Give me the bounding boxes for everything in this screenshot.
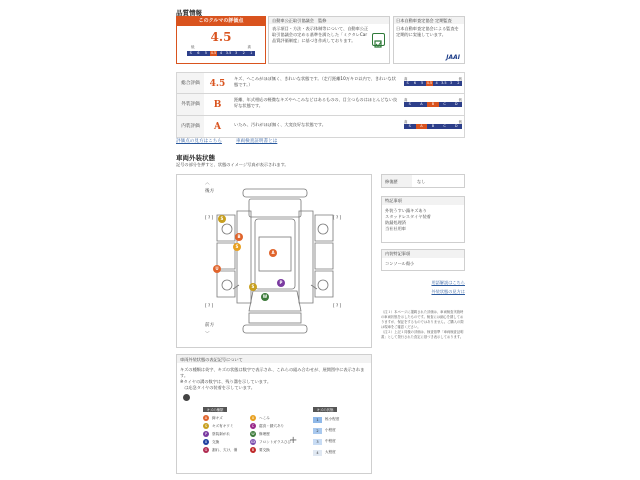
legend-state-swatch: 1 <box>313 417 322 423</box>
states-title: キズの状態 <box>313 407 337 412</box>
legend-kind-dot-icon: S <box>204 424 208 428</box>
rating-row-interior <box>176 116 465 138</box>
legend-state-label: 大程度 <box>325 450 336 454</box>
tire-depth-fl[interactable]: [ ? ] <box>205 303 214 308</box>
legend-kind-dot-icon: X <box>204 440 208 444</box>
legend-body: キズの種類は英字、キズの状態は数字で表示され、これらの組み合わせが、展開図中に表示されます。 ※タイヤの溝の数字は、残り溝を示しています。 は応急タイヤの装着を示しています。 <box>180 367 365 390</box>
legend-kind-item <box>203 414 246 422</box>
legend-title: 車両外装状態の表記記号について <box>177 355 371 363</box>
legend-kind-item <box>250 422 293 430</box>
legend-kind-item <box>203 446 246 454</box>
jaai-logo: JAAI <box>446 54 460 61</box>
kinds-title: キズの種類 <box>203 407 227 412</box>
legend-state-swatch: 4 <box>313 450 322 456</box>
jaai-title: 日本自動車査定協会 定期監査 <box>394 17 464 24</box>
legend-state-item <box>313 436 363 447</box>
repair-history-label: 修復歴 <box>382 175 412 187</box>
legend-kind-dot-icon: C <box>251 424 255 428</box>
legend-kind-dot-icon: B <box>251 448 255 452</box>
scale-low-label: 低 <box>458 98 462 102</box>
legend-kind-label: キズ有キワミ <box>212 423 234 428</box>
section-title-quality: 品質情報 <box>176 9 202 17</box>
legend-kind-item <box>250 430 293 438</box>
score-badge-header: このクルマの評価点 <box>177 17 265 26</box>
scale-low-label: 低 <box>458 120 462 124</box>
spare-tire-icon <box>183 394 190 401</box>
scale-high: 高 <box>247 45 251 49</box>
rating-row-exterior <box>176 94 465 116</box>
scale-low-label: 低 <box>458 77 462 81</box>
scale-low: 低 <box>191 45 195 49</box>
legend-kind-item <box>250 414 293 422</box>
inspection-cert-link[interactable]: 車両検査証明書とは <box>235 139 278 144</box>
legend-state-item <box>313 447 363 458</box>
damage-pin[interactable]: A <box>269 249 277 257</box>
legend-kind-label: 線キズ <box>212 415 223 420</box>
legend-state-item <box>313 414 363 425</box>
legend-kind-label: へこみ <box>259 415 270 420</box>
special-notes-value: 外装うすい錆キズあり スタッドレスタイヤ装着 防錆処理済 当社社用車 <box>385 208 431 231</box>
glossary-link[interactable]: 用語解説はこちら <box>431 280 465 285</box>
legend-kind-dot-icon: G <box>204 448 208 452</box>
legend-kind-label: 交換 <box>212 439 220 444</box>
car-diagram <box>176 174 372 348</box>
score-value: 4.5 <box>210 30 232 44</box>
legend-kind-label: 塗装剥がれ <box>212 431 230 436</box>
interior-notes <box>381 249 465 271</box>
legend-kind-dot-icon: P <box>204 432 208 436</box>
legend-kind-dot-icon: A <box>204 416 208 420</box>
legend-kind-item <box>250 438 293 446</box>
interior-notes-title: 内装特記事項 <box>382 250 464 258</box>
rating-scale: 高 低 S A B C D <box>404 98 462 106</box>
damage-pin[interactable]: W <box>262 294 268 299</box>
rating-row-overall <box>176 72 465 94</box>
scale-high-label: 高 <box>404 77 408 81</box>
legend-kind-label: 腐食・錆穴あり <box>259 423 285 428</box>
special-notes <box>381 196 465 243</box>
repair-history <box>381 174 465 188</box>
score-scale: S 6 5 4.5 4 3.5 3 2 1 <box>187 51 255 56</box>
jaai-body: 日本自動車査定協会による監査を定期的に実施しています。 <box>396 26 459 37</box>
association-logo-icon <box>372 33 385 46</box>
legend-kind-dot-icon: XX <box>250 440 256 444</box>
rating-label: 外装評価 <box>177 94 204 115</box>
direction-front-label: 前方 <box>205 323 215 328</box>
damage-state-legend <box>313 407 363 458</box>
plus-icon: + <box>289 435 298 446</box>
rating-label: 総合評価 <box>177 73 204 93</box>
rating-grade: 4.5 <box>209 79 226 89</box>
side-info <box>381 174 465 295</box>
direction-rear-arrow-icon: ︿ <box>205 181 210 186</box>
damage-pin[interactable]: B <box>235 233 243 241</box>
legend-kind-label: 割れ、欠け、傷 <box>212 447 238 452</box>
legend-state-label: 中程度 <box>325 439 336 443</box>
legend-state-swatch: 3 <box>313 439 322 445</box>
ratings-table <box>176 72 465 138</box>
legend-kind-item <box>203 430 246 438</box>
rating-label: 内装評価 <box>177 116 204 137</box>
damage-pin[interactable]: P <box>277 279 285 287</box>
rating-grade: B <box>213 100 222 110</box>
rating-scale: 高 低 S A B C D <box>404 120 462 128</box>
rating-desc: いたみ、汚れがほぼ無く、大変良好な状態です。 <box>234 122 326 127</box>
direction-rear-label: 後方 <box>205 189 215 194</box>
legend-kind-item <box>203 438 246 446</box>
rating-desc: キズ、へこみがほぼ無く、きれいな状態です。（走行距離10万キロ以内で、きれいな状態です。） <box>234 76 396 87</box>
car-outline-icon <box>213 185 337 341</box>
damage-kind-legend <box>203 407 293 454</box>
scale-high-label: 高 <box>404 120 408 124</box>
legend-kind-dot-icon: U <box>251 416 255 420</box>
damage-pin[interactable]: S <box>218 215 226 223</box>
direction-front-arrow-icon: ﹀ <box>205 332 210 337</box>
tire-depth-rr[interactable]: [ ? ] <box>333 215 342 220</box>
legend-state-label: 極小程度 <box>325 417 340 421</box>
legend-kind-item <box>203 422 246 430</box>
repair-history-value: なし <box>417 179 426 184</box>
score-badge <box>176 16 266 64</box>
tire-depth-fr[interactable]: [ ? ] <box>333 303 342 308</box>
legend-box <box>176 354 372 474</box>
legend-state-item <box>313 425 363 436</box>
legend-kind-item <box>250 446 293 454</box>
exterior-intro: 記号の部分を押すと、状態のイメージ写真が表示されます。 <box>176 162 289 167</box>
legend-state-swatch: 2 <box>313 428 322 434</box>
jaai-box <box>393 16 465 64</box>
section-title-exterior: 車両外装状態 <box>176 154 215 162</box>
rating-desc: 距離、年式相応の軽微なキズやへこみなどはあるものの、目立つものはほとんどない良好な状態です。 <box>234 97 398 108</box>
tire-depth-rl[interactable]: [ ? ] <box>205 215 214 220</box>
rating-scale: 高 低 S 6 5 4.5 4 3.5 3 2 <box>404 77 462 85</box>
legend-kind-label: 修理歴 <box>259 431 270 436</box>
scale-high-label: 高 <box>404 98 408 102</box>
auction-title: 自動車公正取引協議会 監修 <box>269 17 389 24</box>
legend-kind-dot-icon: W <box>251 432 255 436</box>
damage-pin[interactable]: S <box>249 283 257 291</box>
auction-body: 表示項目・方法・表示体制等について、自動車公正取引協議会の定める基準を満たした「ミクタレCar品質評価制度」に基づき作成しております。 <box>272 26 369 43</box>
special-notes-title: 特記事項 <box>382 197 464 205</box>
rating-grade: A <box>214 122 221 132</box>
legend-state-label: 小程度 <box>325 428 336 432</box>
damage-pin[interactable]: S <box>233 243 241 251</box>
footnotes: （注１）本ページに掲載された評価は、車両検査実施時の車両状態を示したものです。検査には細心を期しておりますが、保証をするものではありません。ご購入の際は現車をご確認ください。 （注２）上記１同様の評価は、検査基準「車両検査証明書」として発行された査定に基づき表示しております。 <box>381 310 464 339</box>
auction-association-box <box>268 16 390 64</box>
damage-pin[interactable]: U <box>213 265 221 273</box>
legend-kind-label: フロントガラスひび <box>259 439 292 444</box>
interior-notes-value: コンソール傷小 <box>385 261 415 266</box>
grade-guide-link[interactable]: 評価点の見方はこちら <box>176 139 222 144</box>
exterior-guide-link[interactable]: 外装状態の見方は <box>431 289 465 294</box>
legend-kind-label: 要交換 <box>259 447 270 452</box>
